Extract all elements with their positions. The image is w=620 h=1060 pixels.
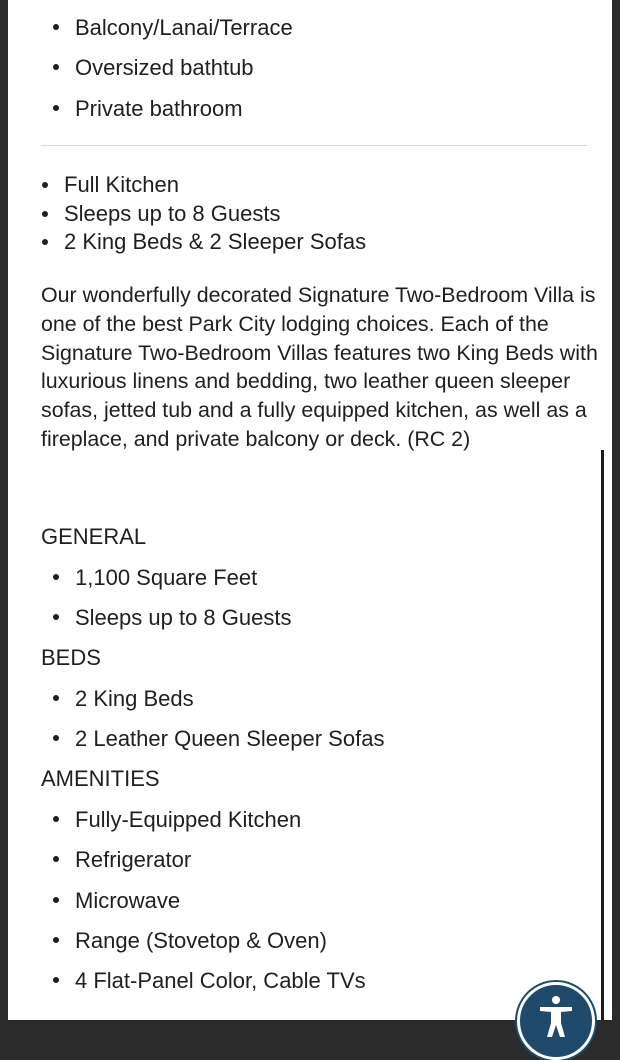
list-item: Microwave [8, 887, 612, 927]
list-item: Oversized bathtub [8, 54, 612, 94]
list-item: Refrigerator [8, 846, 612, 886]
general-heading: GENERAL [41, 524, 147, 549]
list-item: Sleeps up to 8 Guests [8, 604, 612, 644]
list-item: 2 Leather Queen Sleeper Sofas [8, 725, 612, 765]
list-item: 4 Flat-Panel Color, Cable TVs [8, 967, 612, 1007]
list-item: Balcony/Lanai/Terrace [8, 14, 612, 54]
highlights-list [8, 172, 612, 258]
beds-heading: BEDS [41, 645, 101, 670]
list-item: 1,100 Square Feet [8, 564, 612, 604]
list-item: Sleeps up to 8 Guests [8, 201, 612, 230]
list-item: Private bathroom [8, 95, 612, 135]
room-features-list [8, 14, 612, 135]
list-item: Range (Stovetop & Oven) [8, 927, 612, 967]
amenities-heading: AMENITIES [41, 766, 160, 791]
list-item: Full Kitchen [8, 172, 612, 201]
list-item: Fully-Equipped Kitchen [8, 806, 612, 846]
accessibility-button[interactable] [517, 982, 595, 1060]
list-item: 2 King Beds [8, 685, 612, 725]
villa-description: Our wonderfully decorated Signature Two-Bedroom Villa is one of the best Park City lodging choices. Each of the Signature Two-Bedroom Villas features two King Beds with luxurious linens and bedding, two leather queen sleeper sofas, jetted tub and a fully equipped kitchen, as well as a fireplace, and private balcony or deck. (RC 2) [41, 283, 598, 451]
divider [41, 145, 587, 146]
accessibility-icon [534, 993, 578, 1037]
list-item: 2 King Beds & 2 Sleeper Sofas [8, 229, 612, 258]
beds-list [8, 685, 612, 766]
amenities-list [8, 806, 612, 1007]
general-list [8, 564, 612, 645]
scrollbar[interactable] [601, 450, 604, 1020]
content-page [8, 0, 612, 1020]
